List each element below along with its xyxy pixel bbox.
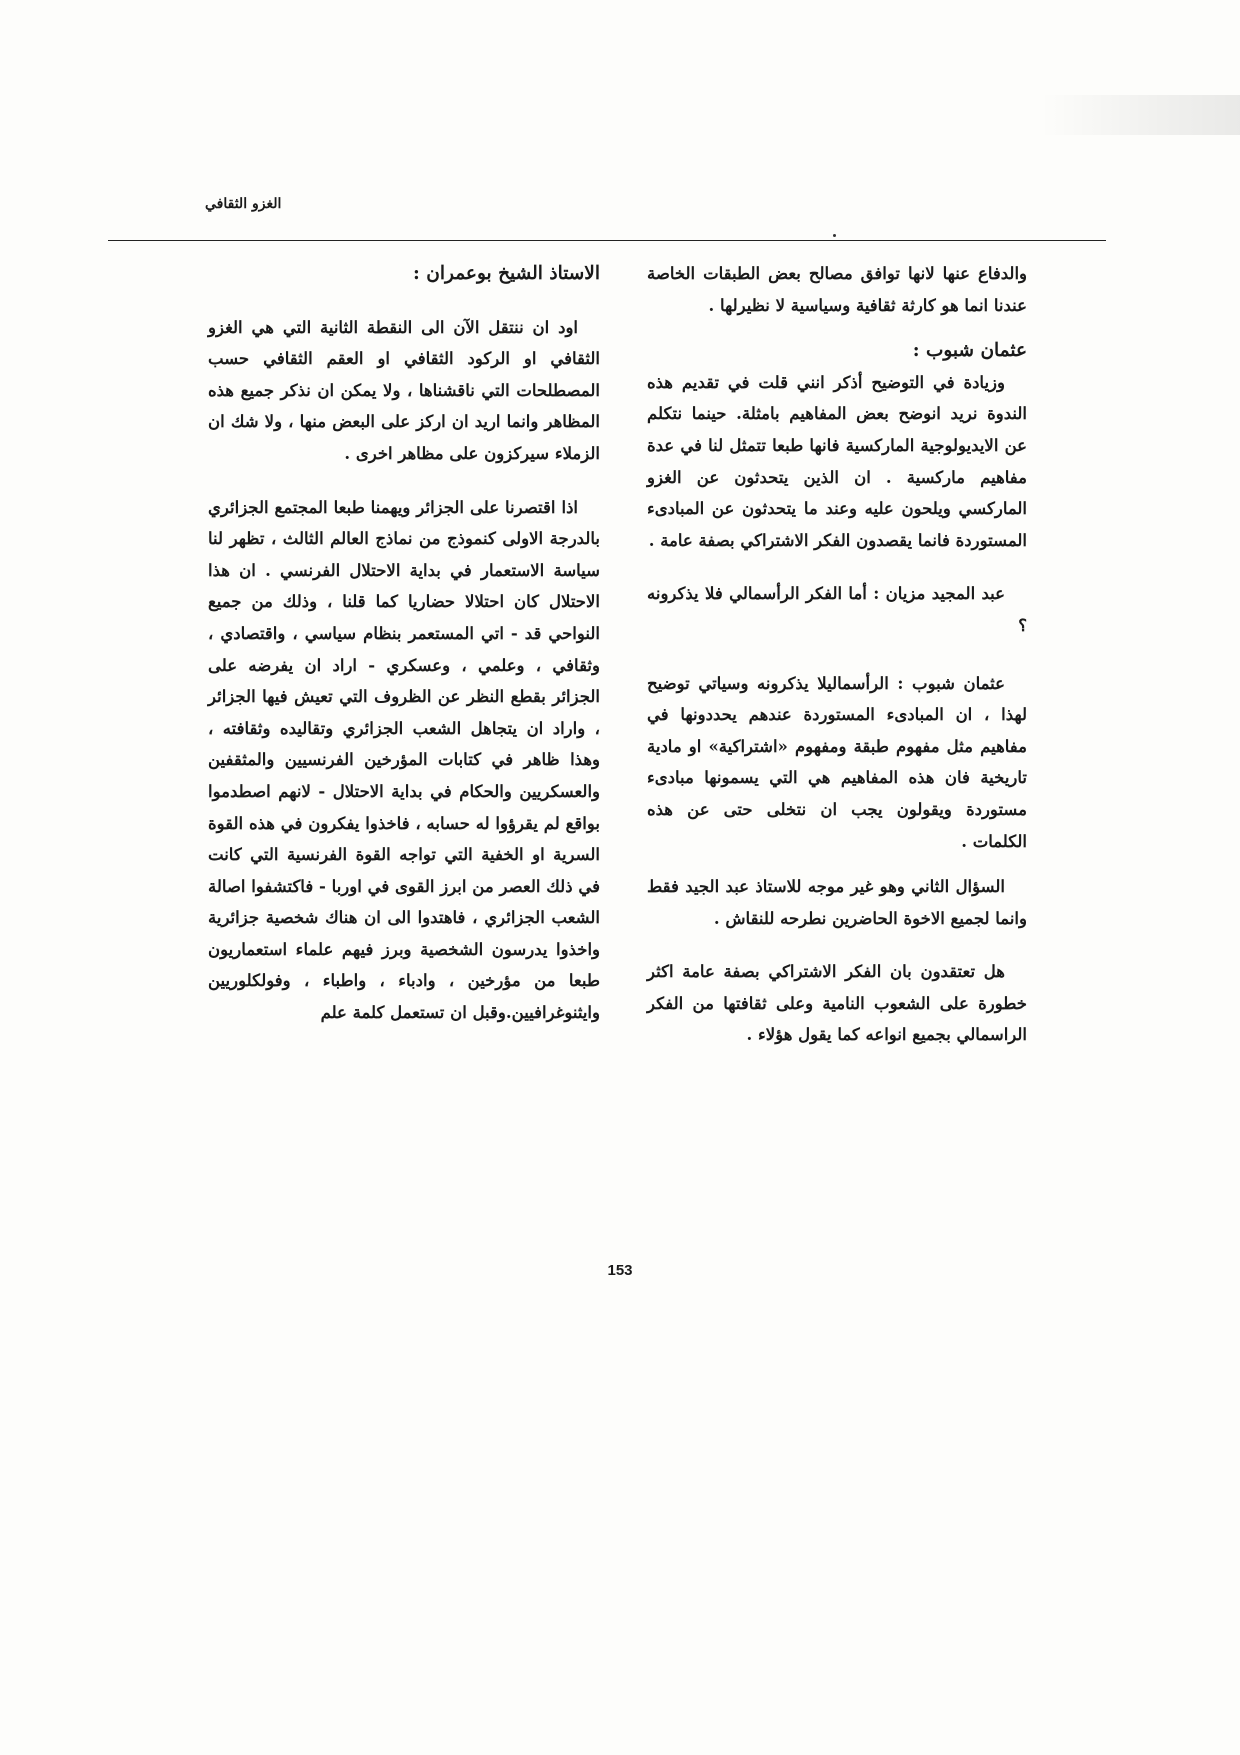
spacer [208,470,600,492]
paragraph: عثمان شبوب : الرأسماليلا يذكرونه وسياتي توضيح لهذا ، ان المبادىء المستوردة عندهم يحددونها في مفاهيم مثل مفهوم طبقة ومفهوم «اشتراكية» او مادية تاريخية فان هذه المفاهيم هي التي يسمونها مبادىء مستوردة ويقولون يجب ان نتخلى حتى عن هذه الكلمات . [647,673,1027,851]
speaker-heading: الاستاذ الشيخ بوعمران : [413,263,600,284]
spacer [647,321,1027,335]
paragraph: اذا اقتصرنا على الجزائر ويهمنا طبعا المجتمع الجزائري بالدرجة الاولى كنموذج من نماذج العالم الثالث ، تظهر لنا سياسة الاستعمار في بداية الاحتلال الفرنسي . ان هذا الاحتلال كان احتلالا حضاريا كما قلنا ، وذلك من جميع النواحي قد - اتي المستعمر بنظام سياسي ، واقتصادي ، وثقافي ، وعلمي ، وعسكري - اراد ان يفرضه على الجزائر بقطع النظر عن الظروف التي تعيش فيها الجزائر ، واراد ان يتجاهل الشعب الجزائري وتقاليده وثقافته ، وهذا ظاهر في كتابات المؤرخين الفرنسيين والمثقفين والعسكريين والحكام في بداية الاحتلال - لانهم اصطدموا بواقع لم يقرؤوا له حسابه ، فاخذوا يفكرون في هذه القوة السرية او الخفية التي تواجه القوة الفرنسية التي كانت في ذلك العصر من ابرز القوى في اوربا - فاكتشفوا اصالة الشعب الجزائري ، فاهتدوا الى ان هناك شخصية جزائرية واخذوا يدرسون الشخصية وبرز فيهم علماء استعماريون طبعا من مؤرخين ، وادباء ، واطباء ، وفولكلوريين وايثنوغرافيين.وقبل ان تستعمل كلمة علم [208,497,600,1023]
right-column [647,258,1027,1051]
paragraph: والدفاع عنها لانها توافق مصالح بعض الطبقات الخاصة عندنا انما هو كارثة ثقافية وسياسية لا نظيرلها . [647,264,1027,315]
paragraph: السؤال الثاني وهو غير موجه للاستاذ عبد الجيد فقط وانما لجميع الاخوة الحاضرين نطرحه للنقاش . [647,877,1027,928]
running-head: الغزو الثقافي [205,196,282,212]
paragraph: وزيادة في التوضيح أذكر انني قلت في تقديم هذه الندوة نريد انوضح بعض المفاهيم بامثلة. حينما نتكلم عن الايديولوجية الماركسية فانها طبعا تتمثل لنا في عدة مفاهيم ماركسية . ان الذين يتحدثون عن الغزو الماركسي ويلحون عليه وعند ما يتحدثون عن المبادىء المستوردة فانما يقصدون الفكر الاشتراكي بصفة عامة . [647,372,1027,550]
spacer [647,934,1027,956]
spacer [647,642,1027,668]
spacer [647,857,1027,871]
left-column [208,258,600,1029]
header-rule [108,240,1106,241]
scan-shadow [1040,95,1240,135]
paragraph: هل تعتقدون بان الفكر الاشتراكي بصفة عامة اكثر خطورة على الشعوب النامية وعلى ثقافتها من الفكر الراسمالي بجميع انواعه كما يقول هؤلاء . [647,962,1027,1045]
page-number: 153 [607,1262,633,1279]
paragraph: عبد المجيد مزيان : أما الفكر الرأسمالي فلا يذكرونه ؟ [647,584,1027,635]
paragraph: اود ان ننتقل الآن الى النقطة الثانية التي هي الغزو الثقافي او الركود الثقافي او العقم الثقافي حسب المصطلحات التي ناقشناها ، ولا يمكن ان نذكر جميع هذه المظاهر وانما اريد ان اركز على البعض منها ، ولا شك ان الزملاء سيركزون على مظاهر اخرى . [208,317,600,463]
spacer [208,290,600,312]
spacer [647,556,1027,578]
header-dot [833,234,836,237]
speaker-heading: عثمان شبوب : [912,340,1027,362]
